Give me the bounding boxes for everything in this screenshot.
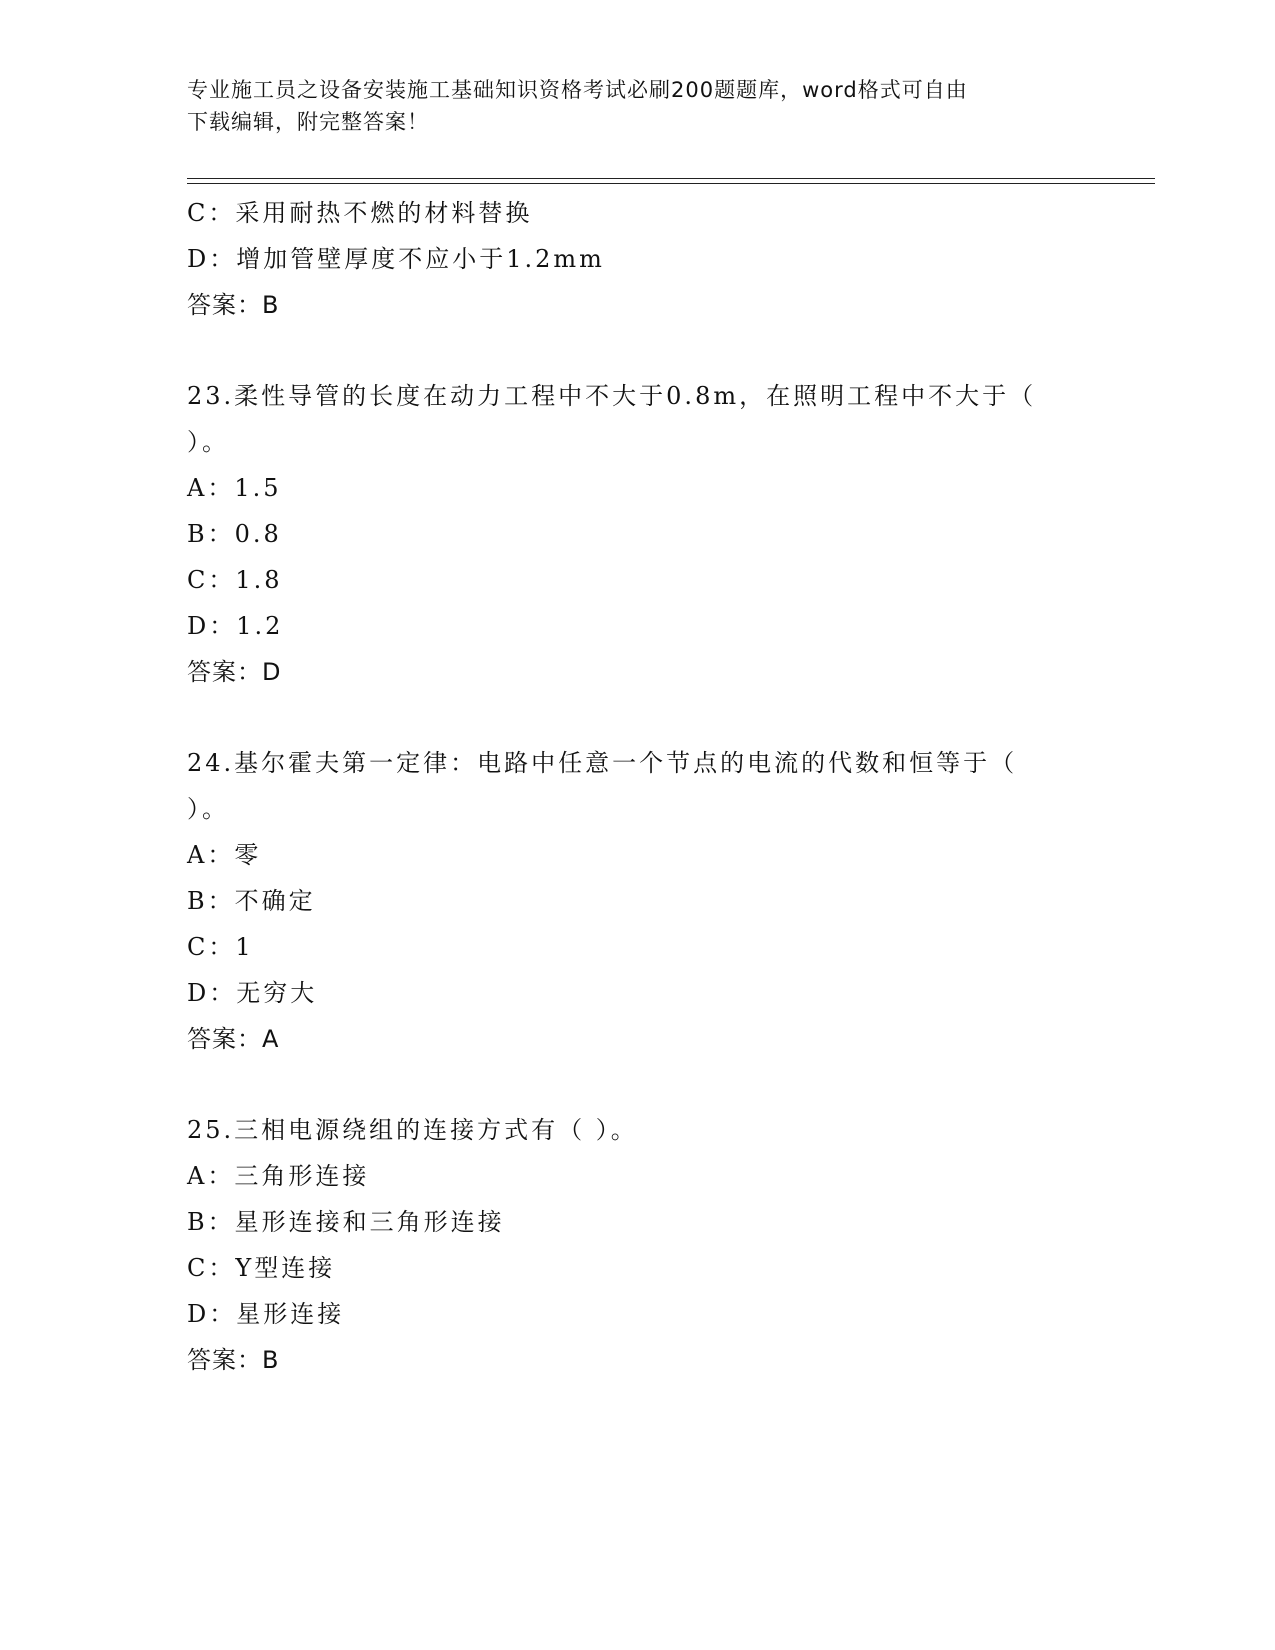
option-c: C：Y型连接 bbox=[187, 1254, 336, 1282]
question-stem: 23.柔性导管的长度在动力工程中不大于0.8m，在照明工程中不大于（ bbox=[187, 382, 1037, 410]
question-24 bbox=[187, 740, 1087, 1062]
answer: 答案：B bbox=[187, 1346, 280, 1374]
option-a: A：零 bbox=[187, 841, 262, 869]
option-b: B：星形连接和三角形连接 bbox=[187, 1208, 505, 1236]
question-22-tail bbox=[187, 190, 1087, 328]
spacer bbox=[187, 1062, 1087, 1107]
option-c: C：1.8 bbox=[187, 566, 283, 594]
option-d: D：1.2 bbox=[187, 612, 284, 640]
option-d: D：星形连接 bbox=[187, 1300, 345, 1328]
answer: 答案：D bbox=[187, 658, 282, 686]
option-c: C：采用耐热不燃的材料替换 bbox=[187, 199, 533, 227]
option-b: B：0.8 bbox=[187, 520, 282, 548]
option-b: B：不确定 bbox=[187, 887, 316, 915]
question-stem: 24.基尔霍夫第一定律：电路中任意一个节点的电流的代数和恒等于（ bbox=[187, 749, 1018, 777]
spacer bbox=[187, 695, 1087, 740]
document-header bbox=[187, 74, 1087, 138]
header-divider-bottom bbox=[187, 183, 1155, 184]
header-divider-top bbox=[187, 178, 1155, 179]
question-stem-continued: ）。 bbox=[187, 795, 229, 823]
option-a: A：三角形连接 bbox=[187, 1162, 370, 1190]
option-d: D：无穷大 bbox=[187, 979, 318, 1007]
option-c: C：1 bbox=[187, 933, 254, 961]
question-stem: 25.三相电源绕组的连接方式有（ ）。 bbox=[187, 1116, 638, 1144]
option-d: D：增加管壁厚度不应小于1.2mm bbox=[187, 245, 605, 273]
question-25 bbox=[187, 1107, 1087, 1383]
question-content bbox=[187, 190, 1087, 1383]
header-title-line-2: 下载编辑，附完整答案！ bbox=[187, 110, 429, 134]
question-stem-continued: ）。 bbox=[187, 428, 229, 456]
header-title-line-1: 专业施工员之设备安装施工基础知识资格考试必刷200题题库，word格式可自由 bbox=[187, 78, 968, 102]
answer: 答案：A bbox=[187, 1025, 280, 1053]
question-23 bbox=[187, 373, 1087, 695]
spacer bbox=[187, 328, 1087, 373]
answer: 答案：B bbox=[187, 291, 280, 319]
option-a: A：1.5 bbox=[187, 474, 282, 502]
